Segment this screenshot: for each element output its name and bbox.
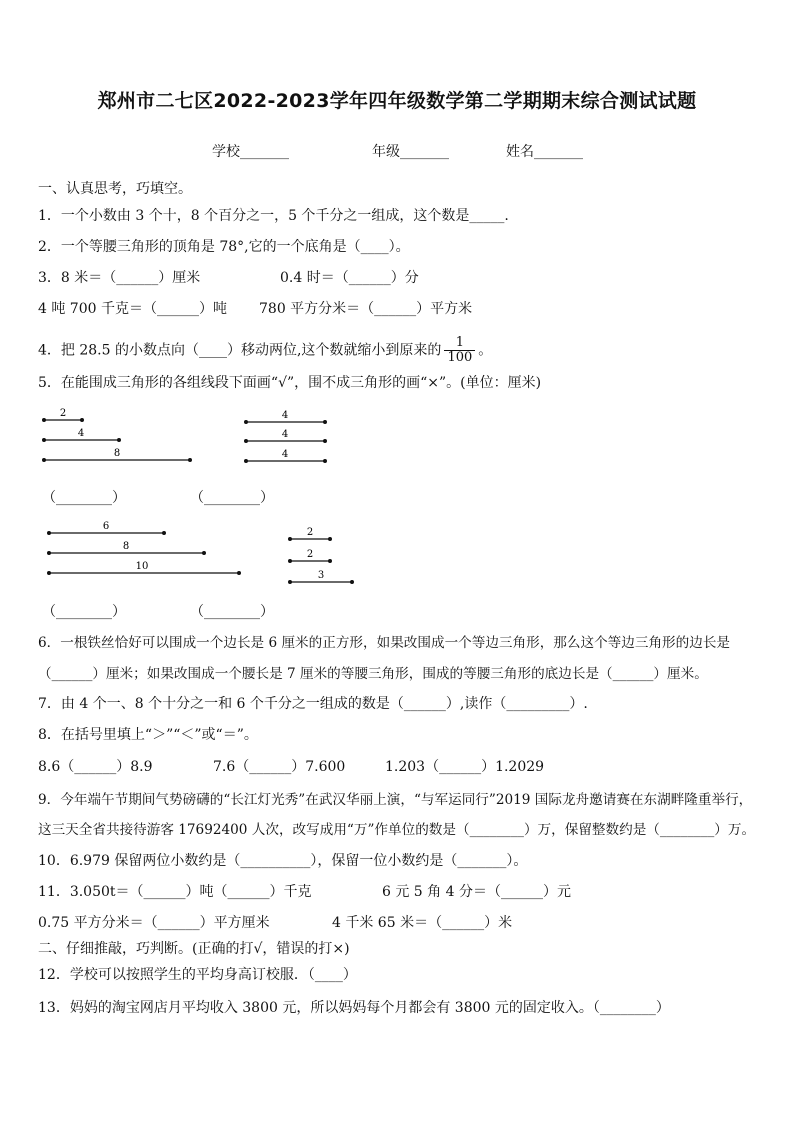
question-4-end: 。 [478, 342, 493, 359]
question-8b: 7.6（______）7.600 [213, 759, 346, 775]
segment-label: 4 [281, 429, 289, 440]
name-field: 姓名_______ [506, 144, 583, 160]
question-11d: 4 千米 65 米＝（______）米 [332, 915, 513, 931]
segment-label: 4 [281, 410, 289, 421]
segment-endpoint [162, 531, 166, 535]
fraction-numerator: 1 [444, 336, 475, 351]
segment-label: 4 [77, 428, 85, 439]
segment-endpoint [42, 438, 46, 442]
segment-group-1 [42, 408, 192, 462]
segment-endpoint [188, 458, 192, 462]
segment-endpoint [288, 580, 292, 584]
segment-endpoint [328, 559, 332, 563]
question-1: 1．一个小数由 3 个十，8 个百分之一，5 个千分之一组成，这个数是_____. [38, 208, 509, 224]
segment-endpoint [288, 537, 292, 541]
question-3c: 4 吨 700 千克＝（______）吨 [38, 301, 227, 317]
segment-endpoint [244, 459, 248, 463]
segment-endpoint [42, 458, 46, 462]
segment-endpoint [323, 459, 327, 463]
segment-endpoint [244, 439, 248, 443]
segment-endpoint [47, 551, 51, 555]
section-heading-fill-in: 一、认真思考，巧填空。 [38, 181, 192, 197]
segment-label: 8 [113, 448, 121, 459]
segment-group-3 [47, 521, 241, 575]
segment-label: 6 [102, 521, 110, 532]
answer-blank-group-3[interactable]: （________） [42, 604, 126, 620]
answer-blank-group-4[interactable]: （________） [190, 604, 274, 620]
segment-endpoint [288, 559, 292, 563]
grade-field: 年级_______ [372, 144, 449, 160]
question-5: 5．在能围成三角形的各组线段下面画“√”，围不成三角形的画“×”。(单位：厘米) [38, 375, 542, 391]
question-6-line-2: （______）厘米；如果改围成一个腰长是 7 厘米的等腰三角形，围成的等腰三角形的底边长是（______）厘米。 [38, 666, 708, 682]
segment-label: 2 [59, 408, 67, 419]
segment-group-2 [244, 410, 327, 463]
page-title: 郑州市二七区2022-2023学年四年级数学第二学期期末综合测试试题 [97, 90, 697, 112]
segment-endpoint [244, 420, 248, 424]
question-11b: 6 元 5 角 4 分＝（______）元 [382, 884, 571, 900]
segment-endpoint [202, 551, 206, 555]
question-3d: 780 平方分米＝（______）平方米 [259, 301, 473, 317]
segment-endpoint [323, 439, 327, 443]
segment-endpoint [328, 537, 332, 541]
question-8c: 1.203（______）1.2029 [385, 759, 545, 775]
question-4-text: 4．把 28.5 的小数点向（____）移动两位,这个数就缩小到原来的 [38, 342, 442, 359]
answer-blank-group-1[interactable]: （________） [42, 490, 126, 506]
question-10: 10．6.979 保留两位小数约是（__________），保留一位小数约是（_______）。 [38, 853, 528, 869]
segment-endpoint [80, 418, 84, 422]
answer-blank-group-2[interactable]: （________） [190, 490, 274, 506]
question-3a: 3．8 米＝（______）厘米 [38, 270, 201, 286]
segment-label: 4 [281, 449, 289, 460]
segment-group-4 [288, 527, 354, 584]
segment-endpoint [117, 438, 121, 442]
segment-label: 8 [122, 541, 130, 552]
question-2: 2．一个等腰三角形的顶角是 78°,它的一个底角是（____）。 [38, 239, 410, 255]
segment-endpoint [323, 420, 327, 424]
fraction-denominator: 100 [447, 350, 473, 365]
question-11c: 0.75 平方分米＝（______）平方厘米 [38, 915, 270, 931]
question-8: 8．在括号里填上“＞”“＜”或“＝”。 [38, 727, 258, 743]
question-9-line-1: 9．今年端午节期间气势磅礴的“长江灯光秀”在武汉华丽上演，“与军运同行”2019 国际龙舟邀请赛在东湖畔隆重举行， [38, 792, 753, 808]
question-3b: 0.4 时＝（______）分 [280, 270, 419, 286]
question-8a: 8.6（______）8.9 [38, 759, 153, 775]
question-13: 13．妈妈的淘宝网店月平均收入 3800 元，所以妈妈每个月都会有 3800 元的固定收入。（________） [38, 1000, 670, 1016]
section-heading-judge: 二、仔细推敲，巧判断。(正确的打√，错误的打×) [38, 941, 350, 957]
segment-label: 3 [317, 570, 325, 581]
segment-endpoint [47, 571, 51, 575]
school-field: 学校_______ [212, 144, 289, 160]
segment-label: 2 [306, 527, 314, 538]
question-9-line-2: 这三天全省共接待游客 17692400 人次，改写成用“万”作单位的数是（________）万，保留整数约是（________）万。 [38, 822, 756, 838]
question-12: 12．学校可以按照学生的平均身高订校服．（____） [38, 967, 357, 983]
question-7: 7．由 4 个一、8 个十分之一和 6 个千分之一组成的数是（______）,读作（_________）. [38, 696, 588, 712]
question-11a: 11．3.050t＝（______）吨（______）千克 [38, 884, 312, 900]
segment-label: 10 [135, 561, 149, 572]
question-6-line-1: 6．一根铁丝恰好可以围成一个边长是 6 厘米的正方形，如果改围成一个等边三角形，那么这个等边三角形的边长是 [38, 635, 731, 651]
segment-endpoint [42, 418, 46, 422]
segment-endpoint [350, 580, 354, 584]
segment-endpoint [47, 531, 51, 535]
segment-label: 2 [306, 549, 314, 560]
segment-endpoint [237, 571, 241, 575]
